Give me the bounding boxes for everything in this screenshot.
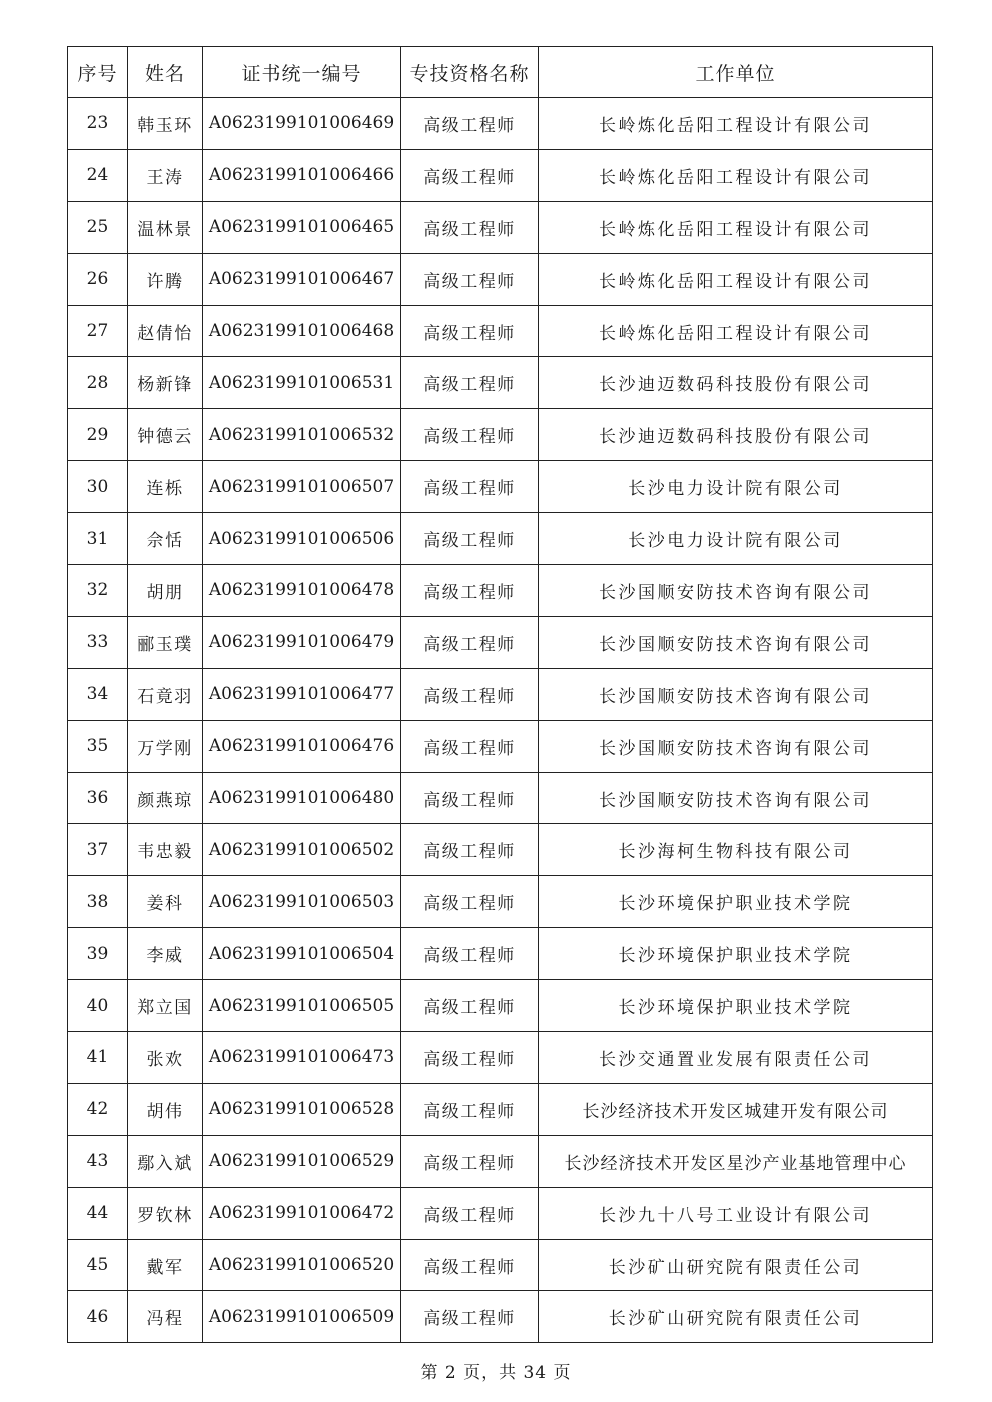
- cell-name: 胡伟: [128, 1083, 203, 1135]
- cell-serial: 26: [68, 253, 128, 305]
- cell-certificate-number: A0623199101006532: [203, 409, 401, 461]
- cell-employer: 长沙国顺安防技术咨询有限公司: [539, 772, 933, 824]
- cell-qualification: 高级工程师: [401, 876, 539, 928]
- table-row: [68, 928, 933, 980]
- cell-qualification: 高级工程师: [401, 565, 539, 617]
- cell-name: 韦忠毅: [128, 824, 203, 876]
- table-row: [68, 772, 933, 824]
- table-row: [68, 1135, 933, 1187]
- cell-serial: 44: [68, 1187, 128, 1239]
- cell-name: 杨新锋: [128, 357, 203, 409]
- cell-employer: 长沙九十八号工业设计有限公司: [539, 1187, 933, 1239]
- table-row: [68, 409, 933, 461]
- roster-sheet: [67, 46, 933, 1343]
- cell-employer: 长沙矿山研究院有限责任公司: [539, 1239, 933, 1291]
- cell-employer: 长沙国顺安防技术咨询有限公司: [539, 616, 933, 668]
- table-row: [68, 720, 933, 772]
- header-employer: 工作单位: [539, 47, 933, 98]
- table-row: [68, 98, 933, 150]
- cell-serial: 40: [68, 980, 128, 1032]
- cell-serial: 43: [68, 1135, 128, 1187]
- cell-employer: 长沙电力设计院有限公司: [539, 513, 933, 565]
- cell-employer: 长沙矿山研究院有限责任公司: [539, 1291, 933, 1343]
- cell-certificate-number: A0623199101006529: [203, 1135, 401, 1187]
- roster-table: [67, 46, 933, 1343]
- cell-employer: 长沙电力设计院有限公司: [539, 461, 933, 513]
- cell-certificate-number: A0623199101006468: [203, 305, 401, 357]
- table-row: [68, 824, 933, 876]
- table-row: [68, 616, 933, 668]
- table-row: [68, 1239, 933, 1291]
- cell-serial: 30: [68, 461, 128, 513]
- cell-name: 钟德云: [128, 409, 203, 461]
- cell-employer: 长岭炼化岳阳工程设计有限公司: [539, 149, 933, 201]
- cell-name: 赵倩怡: [128, 305, 203, 357]
- table-row: [68, 1291, 933, 1343]
- cell-employer: 长沙国顺安防技术咨询有限公司: [539, 720, 933, 772]
- cell-qualification: 高级工程师: [401, 201, 539, 253]
- header-certificate-number: 证书统一编号: [203, 47, 401, 98]
- cell-certificate-number: A0623199101006473: [203, 1032, 401, 1084]
- cell-certificate-number: A0623199101006469: [203, 98, 401, 150]
- cell-employer: 长沙环境保护职业技术学院: [539, 980, 933, 1032]
- cell-qualification: 高级工程师: [401, 98, 539, 150]
- cell-name: 韩玉环: [128, 98, 203, 150]
- cell-employer: 长沙环境保护职业技术学院: [539, 876, 933, 928]
- cell-employer: 长沙国顺安防技术咨询有限公司: [539, 668, 933, 720]
- cell-qualification: 高级工程师: [401, 772, 539, 824]
- cell-serial: 23: [68, 98, 128, 150]
- cell-certificate-number: A0623199101006472: [203, 1187, 401, 1239]
- cell-certificate-number: A0623199101006520: [203, 1239, 401, 1291]
- cell-serial: 36: [68, 772, 128, 824]
- header-name: 姓名: [128, 47, 203, 98]
- cell-name: 温林景: [128, 201, 203, 253]
- cell-name: 万学刚: [128, 720, 203, 772]
- cell-qualification: 高级工程师: [401, 980, 539, 1032]
- table-row: [68, 980, 933, 1032]
- cell-employer: 长沙海柯生物科技有限公司: [539, 824, 933, 876]
- cell-certificate-number: A0623199101006503: [203, 876, 401, 928]
- cell-certificate-number: A0623199101006467: [203, 253, 401, 305]
- table-row: [68, 201, 933, 253]
- table-row: [68, 513, 933, 565]
- cell-serial: 41: [68, 1032, 128, 1084]
- table-row: [68, 1083, 933, 1135]
- cell-qualification: 高级工程师: [401, 253, 539, 305]
- cell-qualification: 高级工程师: [401, 720, 539, 772]
- cell-serial: 42: [68, 1083, 128, 1135]
- cell-qualification: 高级工程师: [401, 1239, 539, 1291]
- cell-serial: 34: [68, 668, 128, 720]
- cell-serial: 31: [68, 513, 128, 565]
- table-row: [68, 253, 933, 305]
- cell-employer: 长沙国顺安防技术咨询有限公司: [539, 565, 933, 617]
- cell-qualification: 高级工程师: [401, 305, 539, 357]
- header-qualification: 专技资格名称: [401, 47, 539, 98]
- cell-name: 许腾: [128, 253, 203, 305]
- cell-employer: 长沙迪迈数码科技股份有限公司: [539, 409, 933, 461]
- cell-qualification: 高级工程师: [401, 1291, 539, 1343]
- cell-name: 胡朋: [128, 565, 203, 617]
- cell-serial: 37: [68, 824, 128, 876]
- table-row: [68, 305, 933, 357]
- cell-name: 罗钦林: [128, 1187, 203, 1239]
- cell-certificate-number: A0623199101006528: [203, 1083, 401, 1135]
- cell-name: 戴军: [128, 1239, 203, 1291]
- cell-qualification: 高级工程师: [401, 409, 539, 461]
- cell-serial: 28: [68, 357, 128, 409]
- cell-name: 石竟羽: [128, 668, 203, 720]
- cell-name: 鄢入斌: [128, 1135, 203, 1187]
- cell-name: 张欢: [128, 1032, 203, 1084]
- cell-qualification: 高级工程师: [401, 357, 539, 409]
- cell-certificate-number: A0623199101006480: [203, 772, 401, 824]
- cell-certificate-number: A0623199101006466: [203, 149, 401, 201]
- cell-name: 连栎: [128, 461, 203, 513]
- table-row: [68, 565, 933, 617]
- cell-qualification: 高级工程师: [401, 1187, 539, 1239]
- table-row: [68, 357, 933, 409]
- table-row: [68, 1032, 933, 1084]
- table-row: [68, 149, 933, 201]
- cell-serial: 35: [68, 720, 128, 772]
- cell-certificate-number: A0623199101006477: [203, 668, 401, 720]
- cell-employer: 长沙环境保护职业技术学院: [539, 928, 933, 980]
- table-row: [68, 1187, 933, 1239]
- cell-qualification: 高级工程师: [401, 824, 539, 876]
- cell-serial: 24: [68, 149, 128, 201]
- cell-name: 佘恬: [128, 513, 203, 565]
- table-row: [68, 876, 933, 928]
- table-row: [68, 668, 933, 720]
- cell-serial: 29: [68, 409, 128, 461]
- cell-employer: 长岭炼化岳阳工程设计有限公司: [539, 201, 933, 253]
- table-body: [68, 98, 933, 1343]
- cell-serial: 33: [68, 616, 128, 668]
- cell-serial: 38: [68, 876, 128, 928]
- cell-serial: 46: [68, 1291, 128, 1343]
- cell-name: 郑立国: [128, 980, 203, 1032]
- cell-qualification: 高级工程师: [401, 1032, 539, 1084]
- cell-qualification: 高级工程师: [401, 668, 539, 720]
- cell-certificate-number: A0623199101006505: [203, 980, 401, 1032]
- cell-name: 颜燕琼: [128, 772, 203, 824]
- cell-certificate-number: A0623199101006465: [203, 201, 401, 253]
- cell-qualification: 高级工程师: [401, 513, 539, 565]
- cell-name: 王涛: [128, 149, 203, 201]
- cell-name: 郦玉璞: [128, 616, 203, 668]
- cell-employer: 长沙经济技术开发区星沙产业基地管理中心: [539, 1135, 933, 1187]
- cell-employer: 长沙迪迈数码科技股份有限公司: [539, 357, 933, 409]
- cell-certificate-number: A0623199101006478: [203, 565, 401, 617]
- cell-certificate-number: A0623199101006476: [203, 720, 401, 772]
- cell-certificate-number: A0623199101006507: [203, 461, 401, 513]
- cell-serial: 27: [68, 305, 128, 357]
- cell-employer: 长岭炼化岳阳工程设计有限公司: [539, 305, 933, 357]
- cell-certificate-number: A0623199101006504: [203, 928, 401, 980]
- cell-certificate-number: A0623199101006479: [203, 616, 401, 668]
- cell-name: 李威: [128, 928, 203, 980]
- cell-qualification: 高级工程师: [401, 1083, 539, 1135]
- cell-certificate-number: A0623199101006506: [203, 513, 401, 565]
- table-row: [68, 461, 933, 513]
- cell-employer: 长岭炼化岳阳工程设计有限公司: [539, 98, 933, 150]
- cell-serial: 25: [68, 201, 128, 253]
- cell-qualification: 高级工程师: [401, 616, 539, 668]
- cell-employer: 长沙经济技术开发区城建开发有限公司: [539, 1083, 933, 1135]
- cell-employer: 长沙交通置业发展有限责任公司: [539, 1032, 933, 1084]
- cell-qualification: 高级工程师: [401, 1135, 539, 1187]
- page-number-text: 第 2 页，共 34 页: [420, 1363, 572, 1383]
- cell-qualification: 高级工程师: [401, 461, 539, 513]
- cell-name: 冯程: [128, 1291, 203, 1343]
- cell-serial: 39: [68, 928, 128, 980]
- header-serial: 序号: [68, 47, 128, 98]
- cell-certificate-number: A0623199101006531: [203, 357, 401, 409]
- cell-name: 姜科: [128, 876, 203, 928]
- table-header-row: [68, 47, 933, 98]
- cell-certificate-number: A0623199101006509: [203, 1291, 401, 1343]
- page-footer: [0, 1358, 992, 1383]
- cell-certificate-number: A0623199101006502: [203, 824, 401, 876]
- cell-qualification: 高级工程师: [401, 149, 539, 201]
- cell-serial: 32: [68, 565, 128, 617]
- cell-employer: 长岭炼化岳阳工程设计有限公司: [539, 253, 933, 305]
- cell-serial: 45: [68, 1239, 128, 1291]
- cell-qualification: 高级工程师: [401, 928, 539, 980]
